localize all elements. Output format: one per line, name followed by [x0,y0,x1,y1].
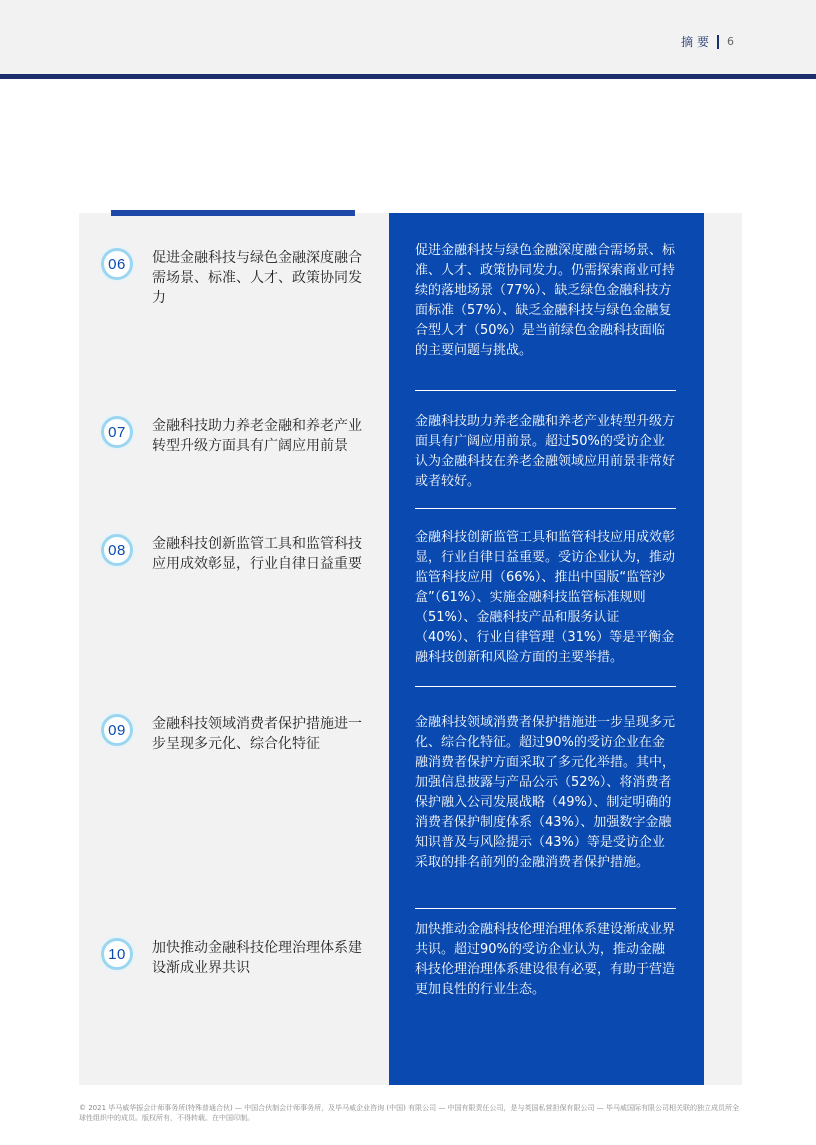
item-title: 金融科技领域消费者保护措施进一步呈现多元化、综合化特征 [152,716,362,752]
copyright-footer: © 2021 毕马威华振会计师事务所(特殊普通合伙) — 中国合伙制会计师事务所，及毕马威企业咨询 (中国) 有限公司 — 中国有限责任公司，是与英国私营担保有限公司 — 毕马威国际有限公司相关联的独立成员所全球性组织中的成员。版权所有，不得转载。在中国印制。 [79,1104,739,1122]
item-description: 金融科技助力养老金融和养老产业转型升级方面具有广阔应用前景。超过50%的受访企业认为金融科技在养老金融领域应用前景非常好或者较好。 [415,414,676,489]
item-description: 金融科技领域消费者保护措施进一步呈现多元化、综合化特征。超过90%的受访企业在金融消费者保护方面采取了多元化举措。其中，加强信息披露与产品公示（52%）、将消费者保护融入公司发展战略（49%）、制定明确的消费者保护制度体系（43%）、加强数字金融知识普及与风险提示（43%）等是受访企业采取的排名前列的金融消费者保护措施。 [415,715,676,870]
divider [415,390,676,391]
header-separator [717,35,719,49]
item-title: 加快推动金融科技伦理治理体系建设渐成业界共识 [152,940,362,976]
item-title: 金融科技创新监管工具和监管科技应用成效彰显，行业自律日益重要 [152,536,362,572]
header-rule [0,74,816,79]
item-number-badge: 06 [101,248,133,280]
item-title: 促进金融科技与绿色金融深度融合需场景、标准、人才、政策协同发力 [152,250,362,306]
item-number-badge: 08 [101,534,133,566]
item-description: 加快推动金融科技伦理治理体系建设渐成业界共识。超过90%的受访企业认为，推动金融科技伦理治理体系建设很有必要，有助于营造更加良性的行业生态。 [415,922,676,997]
divider [415,508,676,509]
section-label: 摘 要 [681,35,709,49]
item-description: 促进金融科技与绿色金融深度融合需场景、标准、人才、政策协同发力。仍需探索商业可持续的落地场景（77%）、缺乏绿色金融科技方面标准（57%）、缺乏金融科技与绿色金融复合型人才（50%）是当前绿色金融科技面临的主要问题与挑战。 [415,243,676,358]
page-number: 6 [727,35,734,48]
divider [415,686,676,687]
item-number-badge: 10 [101,938,133,970]
item-number-badge: 07 [101,416,133,448]
item-title: 金融科技助力养老金融和养老产业转型升级方面具有广阔应用前景 [152,418,362,454]
running-header [681,33,734,50]
accent-bar [111,210,355,216]
divider [415,908,676,909]
item-number-badge: 09 [101,714,133,746]
item-description: 金融科技创新监管工具和监管科技应用成效彰显，行业自律日益重要。受访企业认为，推动监管科技应用（66%）、推出中国版“监管沙盒”（61%）、实施金融科技监管标准规则（51%）、金融科技产品和服务认证（40%）、行业自律管理（31%）等是平衡金融科技创新和风险方面的主要举措。 [415,530,676,665]
